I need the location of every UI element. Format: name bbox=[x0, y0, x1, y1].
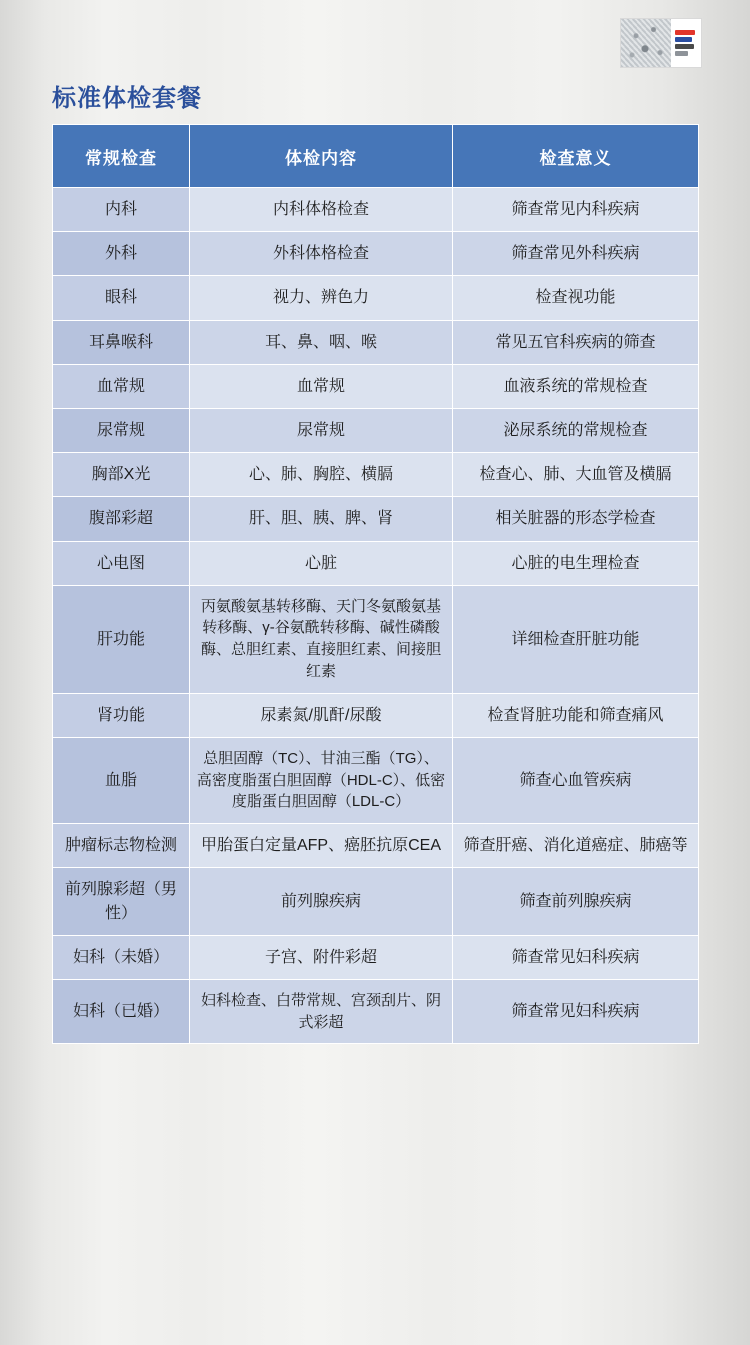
table-row bbox=[53, 408, 699, 452]
table-row bbox=[53, 693, 699, 737]
table-body bbox=[53, 188, 699, 1044]
cell-item: 妇科（已婚） bbox=[53, 979, 190, 1044]
checkup-table-wrapper bbox=[52, 124, 698, 1044]
cell-content: 妇科检查、白带常规、宫颈刮片、阴式彩超 bbox=[190, 979, 453, 1044]
cell-meaning: 筛查前列腺疾病 bbox=[453, 868, 699, 935]
table-row bbox=[53, 188, 699, 232]
page-title: 标准体检套餐 bbox=[52, 85, 202, 112]
cell-item: 眼科 bbox=[53, 276, 190, 320]
cell-meaning: 检查视功能 bbox=[453, 276, 699, 320]
table-row bbox=[53, 737, 699, 823]
cell-item: 内科 bbox=[53, 188, 190, 232]
cell-meaning: 详细检查肝脏功能 bbox=[453, 585, 699, 693]
cell-content: 前列腺疾病 bbox=[190, 868, 453, 935]
column-header-meaning: 检查意义 bbox=[453, 125, 699, 188]
table-row bbox=[53, 364, 699, 408]
cell-meaning: 泌尿系统的常规检查 bbox=[453, 408, 699, 452]
cell-item: 肿瘤标志物检测 bbox=[53, 824, 190, 868]
table-row bbox=[53, 276, 699, 320]
cell-content: 甲胎蛋白定量AFP、癌胚抗原CEA bbox=[190, 824, 453, 868]
cell-item: 肝功能 bbox=[53, 585, 190, 693]
logo-wordmark bbox=[671, 19, 701, 67]
cell-content: 耳、鼻、咽、喉 bbox=[190, 320, 453, 364]
column-header-content: 体检内容 bbox=[190, 125, 453, 188]
logo-emblem-icon bbox=[621, 19, 671, 67]
cell-content: 尿常规 bbox=[190, 408, 453, 452]
cell-meaning: 心脏的电生理检查 bbox=[453, 541, 699, 585]
cell-content: 视力、辨色力 bbox=[190, 276, 453, 320]
cell-meaning: 筛查常见外科疾病 bbox=[453, 232, 699, 276]
cell-meaning: 筛查常见内科疾病 bbox=[453, 188, 699, 232]
cell-item: 腹部彩超 bbox=[53, 497, 190, 541]
cell-content: 丙氨酸氨基转移酶、天门冬氨酸氨基转移酶、γ-谷氨酰转移酶、碱性磷酸酶、总胆红素、直接胆红素、间接胆红素 bbox=[190, 585, 453, 693]
logo-line-gray bbox=[675, 51, 688, 56]
table-row bbox=[53, 868, 699, 935]
table-row bbox=[53, 497, 699, 541]
cell-content: 子宫、附件彩超 bbox=[190, 935, 453, 979]
cell-content: 血常规 bbox=[190, 364, 453, 408]
logo-line-dark bbox=[675, 44, 694, 49]
company-logo-badge bbox=[620, 18, 702, 68]
cell-item: 血常规 bbox=[53, 364, 190, 408]
table-row bbox=[53, 824, 699, 868]
cell-content: 尿素氮/肌酐/尿酸 bbox=[190, 693, 453, 737]
cell-meaning: 检查心、肺、大血管及横膈 bbox=[453, 453, 699, 497]
cell-meaning: 筛查常见妇科疾病 bbox=[453, 935, 699, 979]
cell-meaning: 检查肾脏功能和筛查痛风 bbox=[453, 693, 699, 737]
cell-meaning: 筛查心血管疾病 bbox=[453, 737, 699, 823]
logo-line-blue bbox=[675, 37, 692, 42]
cell-meaning: 筛查肝癌、消化道癌症、肺癌等 bbox=[453, 824, 699, 868]
cell-content: 心脏 bbox=[190, 541, 453, 585]
cell-item: 血脂 bbox=[53, 737, 190, 823]
cell-item: 心电图 bbox=[53, 541, 190, 585]
table-row bbox=[53, 585, 699, 693]
logo-line-red bbox=[675, 30, 695, 35]
cell-item: 前列腺彩超（男性） bbox=[53, 868, 190, 935]
table-row bbox=[53, 979, 699, 1044]
column-header-item: 常规检查 bbox=[53, 125, 190, 188]
cell-meaning: 常见五官科疾病的筛查 bbox=[453, 320, 699, 364]
cell-content: 内科体格检查 bbox=[190, 188, 453, 232]
cell-item: 肾功能 bbox=[53, 693, 190, 737]
cell-item: 外科 bbox=[53, 232, 190, 276]
cell-content: 外科体格检查 bbox=[190, 232, 453, 276]
cell-meaning: 相关脏器的形态学检查 bbox=[453, 497, 699, 541]
table-header-row bbox=[53, 125, 699, 188]
table-row bbox=[53, 320, 699, 364]
cell-content: 肝、胆、胰、脾、肾 bbox=[190, 497, 453, 541]
cell-meaning: 血液系统的常规检查 bbox=[453, 364, 699, 408]
cell-content: 总胆固醇（TC）、甘油三酯（TG）、高密度脂蛋白胆固醇（HDL-C）、低密度脂蛋白胆固醇（LDL-C） bbox=[190, 737, 453, 823]
table-row bbox=[53, 541, 699, 585]
table-row bbox=[53, 935, 699, 979]
table-header bbox=[53, 125, 699, 188]
cell-item: 耳鼻喉科 bbox=[53, 320, 190, 364]
cell-content: 心、肺、胸腔、横膈 bbox=[190, 453, 453, 497]
cell-item: 胸部X光 bbox=[53, 453, 190, 497]
cell-item: 妇科（未婚） bbox=[53, 935, 190, 979]
checkup-table bbox=[52, 124, 699, 1044]
cell-meaning: 筛查常见妇科疾病 bbox=[453, 979, 699, 1044]
cell-item: 尿常规 bbox=[53, 408, 190, 452]
table-row bbox=[53, 453, 699, 497]
table-row bbox=[53, 232, 699, 276]
